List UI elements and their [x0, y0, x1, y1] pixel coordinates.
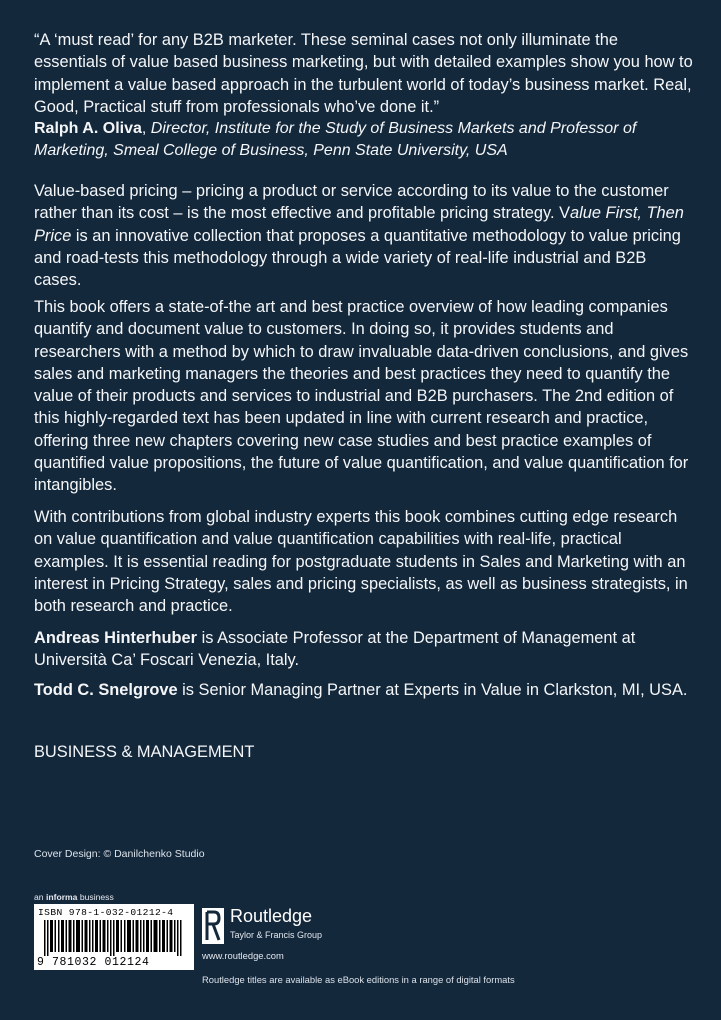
- publisher-name: Routledge: [230, 906, 313, 926]
- author-bio-2: [34, 679, 694, 701]
- publisher-url[interactable]: www.routledge.com: [202, 950, 284, 961]
- description-paragraph-1: [34, 180, 694, 291]
- ebook-availability-note: Routledge titles are available as eBook editions in a range of digital formats: [202, 974, 515, 985]
- cover-design-credit: Cover Design: © Danilchenko Studio: [34, 848, 205, 860]
- description-p1-end: is an innovative collection that proposes a quantitative methodology to value pricing and road-tests this methodology through a wide variety of real-life industrial and B2B cases.: [34, 226, 681, 290]
- description-p1-start: Value-based pricing – pricing a product or service according to its value to the customer rather than its cost – is the most effective and profitable pricing strategy. V: [34, 182, 669, 223]
- isbn-label: ISBN 978-1-032-01212-4: [38, 907, 174, 918]
- author-bio-text-1: is Associate Professor at the Department of Management at Università Ca’ Foscari Venezia, Italy.: [34, 629, 636, 670]
- publisher-logo-block: [202, 906, 362, 944]
- endorser-title: Director, Institute for the Study of Business Markets and Professor of Marketing, Smeal College of Business, Penn State University, USA: [34, 120, 637, 160]
- subject-category: BUSINESS & MANAGEMENT: [34, 743, 255, 761]
- informa-brand: informa: [45, 892, 78, 902]
- author-name-2: Todd C. Snelgrove: [34, 681, 178, 699]
- informa-business-label: [34, 892, 114, 902]
- isbn-barcode: [34, 904, 194, 970]
- informa-prefix: an: [34, 892, 46, 902]
- barcode-icon: [44, 920, 184, 956]
- author-bio-text-2: is Senior Managing Partner at Experts in Value in Clarkston, MI, USA.: [177, 681, 688, 699]
- endorsement-quote: “A ‘must read’ for any B2B marketer. These seminal cases not only illuminate the essentials of value based business marketing, but with detailed examples show you how to implement a value based approach in the turbulent world of today’s business market. Real, Good, Practical stuff from professionals who’ve done it.”: [34, 31, 693, 116]
- book-title-italic: alue First, Then Price: [34, 204, 684, 245]
- author-bio-1: [34, 627, 694, 672]
- author-name-1: Andreas Hinterhuber: [34, 629, 198, 647]
- publisher-group: Taylor & Francis Group: [230, 930, 323, 940]
- barcode-number: 9 781032 012124: [37, 956, 150, 969]
- informa-suffix: business: [77, 892, 114, 902]
- description-paragraph-3: With contributions from global industry experts this book combines cutting edge research on value quantification and value quantification capabilities with real-life, practical examples. It is essential reading for postgraduate students in Sales and Marketing with an interest in Pricing Strategy, sales and pricing specialists, as well as business strategists, in both research and practice.: [34, 508, 688, 616]
- endorsement-attribution: Ralph A. Oliva, Director, Institute for the Study of Business Markets and Professor of Marketing, Smeal College of Business, Penn State University, USA: [34, 120, 637, 160]
- description-paragraph-2: This book offers a state-of-the art and best practice overview of how leading companies quantify and document value to customers. In doing so, it provides students and researchers with a method by which to draw invaluable data-driven conclusions, and gives sales and marketing managers the theories and best practices they need to quantify the value of their products and services to industrial and B2B purchasers. The 2nd edition of this highly-regarded text has been updated in line with current research and practice, offering three new chapters covering new case studies and best practice examples of quantified value propositions, the future of value quantification, and value quantification for intangibles.: [34, 298, 689, 495]
- routledge-logo-icon: [202, 908, 224, 944]
- endorser-name: Ralph A. Oliva: [34, 120, 142, 137]
